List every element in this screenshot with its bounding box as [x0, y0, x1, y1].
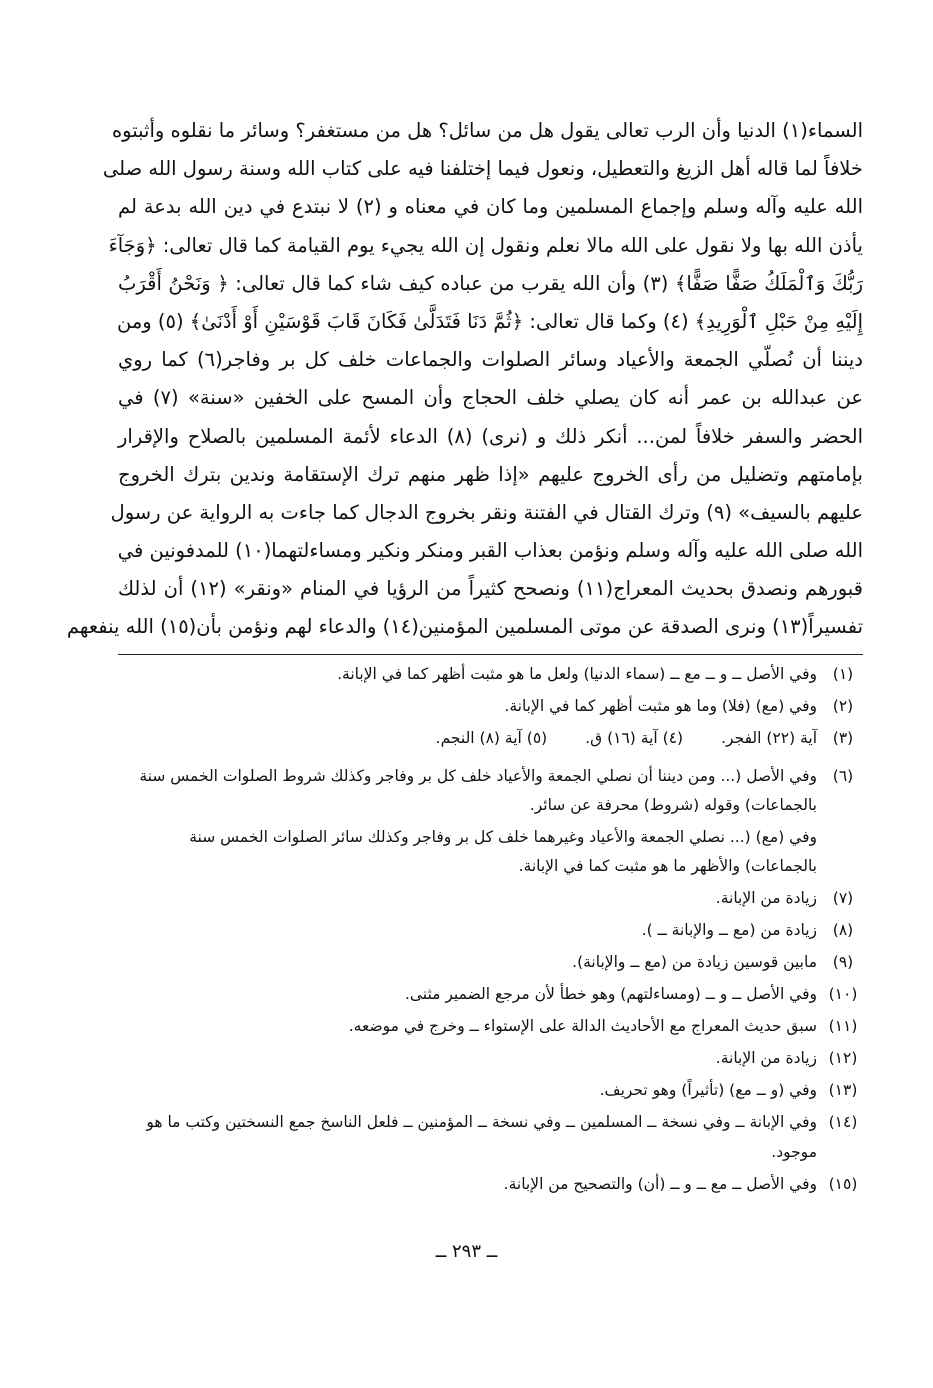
footnote: [118, 948, 863, 978]
footnote-text: زيادة من (مع ــ والإبانة ــ ).: [641, 921, 817, 939]
text-line: خلافاً لما قاله أهل الزيغ والتعطيل، ونعول فيما إختلفنا فيه على كتاب الله وسنة رسول الله صلى: [102, 157, 863, 181]
footnote-number: (٨): [832, 921, 854, 939]
footnote-text: وفي الأصل ــ مع ــ و ــ (أن) والتصحيح من الإبانة.: [503, 1174, 817, 1193]
footnote: [118, 762, 863, 882]
footnote-number: (١٠): [828, 985, 858, 1003]
footnote: [118, 1044, 863, 1074]
footnote-number: (٥): [526, 729, 548, 747]
footnote-number: (١): [832, 665, 854, 683]
text-line: بإمامتهم وتضليل من رأى الخروج عليهم «إذا ظهر منهم ترك الإستقامة وندين بترك الخروج: [118, 462, 863, 486]
text-line: الله عليه وآله وسلم وإجماع المسلمين وما كان في معناه و (٢) لا نبتدع في دين الله بدعة لم: [118, 195, 863, 219]
footnote-number: (١٥): [828, 1174, 858, 1193]
text-line: قبورهم ونصدق بحديث المعراج(١١) ونصحح كثيراً من الرؤيا في المنام «ونقر» (١٢) أن لذلك: [118, 577, 863, 601]
footnote-number: (١٢): [828, 1049, 858, 1067]
footnote-text: وفي الأصل (... ومن ديننا أن نصلي الجمعة والأعياد خلف كل بر وفاجر وكذلك شروط الصلوات الخمس سنة بالجماعات) وقوله (شروط) محرفة عن سائر.: [139, 766, 817, 814]
footnote: [118, 724, 863, 754]
footnote-text: آية (٢٢) الفجر.: [721, 729, 817, 747]
footnote-text: وفي الأصل ــ و ــ مع ــ (سماء الدنيا) ولعل ما هو مثبت أظهر كما في الإبانة.: [337, 665, 817, 683]
main-text-block: [66, 112, 864, 647]
footnote: [118, 1170, 863, 1200]
footnote-text: آية (٨) النجم.: [435, 729, 522, 747]
footnote-text: مابين قوسين زيادة من (مع ــ والإبانة).: [572, 953, 817, 971]
text-line: رَبُّكَ وَٱلْمَلَكُ صَفًّا صَفًّا﴾ (٣) وأن الله يقرب من عباده كيف شاء كما قال تعالى: ﴿ وَنَحْنُ أَقْرَبُ: [118, 271, 864, 295]
footnote-text: وفي الإبانة ــ وفي نسخة ــ المسلمين ــ وفي نسخة ــ المؤمنين ــ فلعل الناسخ جمع النسختين وكتب ما هو موجود.: [146, 1113, 817, 1161]
footnote: [118, 692, 863, 722]
footnote: [118, 1012, 863, 1042]
footnote-text: وفي الأصل ــ و ــ (ومساءلتهم) وهو خطأ لأن مرجع الضمير مثنى.: [404, 985, 817, 1003]
text-line: السماء(١) الدنيا وأن الرب تعالى يقول هل من سائل؟ هل من مستغفر؟ وسائر ما نقلوه وأثبتوه: [111, 119, 863, 142]
footnote-number: (٤): [662, 729, 684, 747]
footnote: [118, 884, 863, 914]
footnote-number: (٣): [832, 729, 854, 747]
footnote-divider: [118, 654, 863, 655]
footnote-text: زيادة من الإبانة.: [715, 889, 817, 907]
footnote: [118, 980, 863, 1010]
text-line: الحضر والسفر خلافاً لمن... أنكر ذلك و (نرى) (٨) الدعاء لأئمة المسلمين بالصلاح والإقرار: [118, 424, 863, 448]
text-line: عليهم بالسيف» (٩) وترك القتال في الفتنة ونقر بخروج الدجال كما جاءت به الرواية عن رسول: [110, 500, 863, 524]
footnote-number: (٦): [832, 766, 854, 785]
text-line: ديننا أن نُصلّي الجمعة والأعياد وسائر الصلوات والجماعات خلف كل بر وفاجر(٦) كما روي: [118, 348, 863, 372]
text-line: تفسيراً(١٣) ونرى الصدقة عن موتى المسلمين المؤمنين(١٤) والدعاء لهم ونؤمن بأن(١٥) الله ينفعهم: [66, 615, 863, 639]
footnote: [118, 916, 863, 946]
footnote-inline: [585, 724, 683, 754]
text-line: إِلَيْهِ مِنْ حَبْلِ ٱلْوَرِيدِ﴾ (٤) وكما قال تعالى: ﴿ثُمَّ دَنَا فَتَدَلَّىٰ فَكَانَ قَابَ قَوْسَيْنِ أَوْ أَدْنَىٰ﴾ (٥) ومن: [116, 309, 863, 333]
footnote-text: وفي (مع) (فلا) وما هو مثبت أظهر كما في الإبانة.: [504, 697, 817, 715]
page-number: ــ ٢٩٣ ــ: [435, 1241, 498, 1262]
footnote-number: (١٣): [828, 1081, 858, 1099]
footnote-number: (١١): [828, 1017, 858, 1035]
footnote-text: وفي (و ــ مع) (تأثيراً) وهو تحريف.: [599, 1081, 817, 1099]
footnote-inline: [436, 724, 548, 754]
footnote-text: آية (١٦) ق.: [585, 729, 658, 747]
footnote-number: (٩): [832, 953, 854, 971]
footnote-number: (٢): [832, 697, 854, 715]
footnote: [118, 660, 863, 690]
text-line: الله صلى الله عليه وآله وسلم ونؤمن بعذاب القبر ومنكر ونكير ومساءلتهما(١٠) للمدفونين في: [117, 539, 863, 563]
footnote-text: زيادة من الإبانة.: [715, 1049, 817, 1067]
text-line: يأذن الله بها ولا نقول على الله مالا نعلم ونقول إن الله يجيء يوم القيامة كما قال تعالى: ﴿وَجَآءَ: [108, 233, 863, 257]
footnote-number: (١٤): [828, 1113, 858, 1131]
footnote: [118, 1076, 863, 1106]
footnote-text: سبق حديث المعراج مع الأحاديث الدالة على الإستواء ــ وخرج في موضعه.: [348, 1017, 817, 1035]
footnote-row: [118, 724, 817, 754]
footnote-subtext: وفي (مع) (... نصلي الجمعة والأعياد وغيرهما خلف كل بر وفاجر وكذلك سائر الصلوات الخمس سنة بالجماعات) والأظهر ما هو مثبت كما في الإبانة.: [189, 827, 817, 875]
footnotes-block: [118, 660, 863, 1202]
text-line: عن عبدالله بن عمر أنه كان يصلي خلف الحجاج وأن المسح على الخفين «سنة» (٧) في: [118, 386, 863, 410]
footnote-number: (٧): [832, 889, 854, 907]
footnote: [118, 1108, 863, 1167]
